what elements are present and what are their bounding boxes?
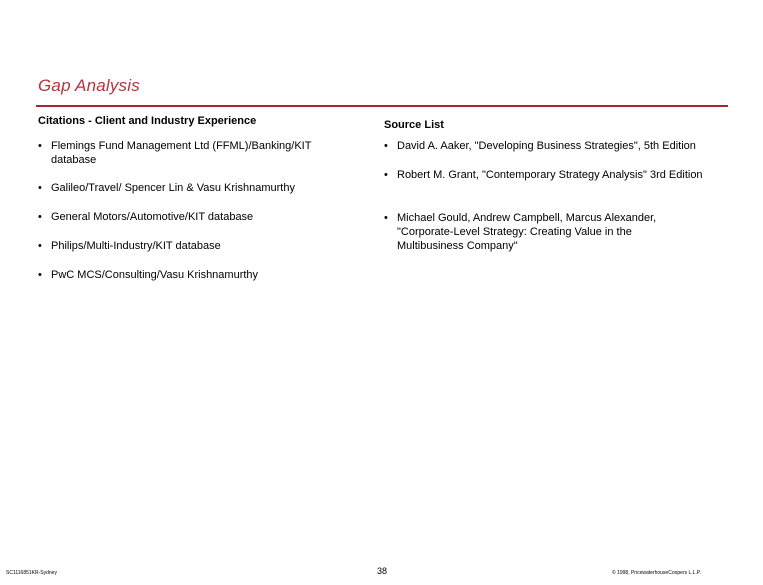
citation-item-text: PwC MCS/Consulting/Vasu Krishnamurthy <box>51 269 259 281</box>
source-item-text: Michael Gould, Andrew Campbell, Marcus Alexander, "Corporate-Level Strategy: Creating Value in the Multibusiness Company" <box>397 212 657 252</box>
source-list-heading: Source List <box>384 119 444 131</box>
source-item-text: David A. Aaker, "Developing Business Strategies", 5th Edition <box>397 140 696 152</box>
bullet-icon: • <box>38 140 42 152</box>
citation-item-ffml <box>38 139 351 167</box>
citation-item-text: General Motors/Automotive/KIT database <box>51 211 254 223</box>
bullet-icon: • <box>38 182 42 194</box>
page-title: Gap Analysis <box>38 76 140 95</box>
footer-document-code: SC1116851KR-Sydney <box>6 570 57 576</box>
citation-item-text: Philips/Multi-Industry/KIT database <box>51 240 221 252</box>
bullet-icon: • <box>384 212 388 224</box>
bullet-icon: • <box>38 240 42 252</box>
footer-page-number: 38 <box>377 566 388 576</box>
footer-copyright: © 1998, PricewaterhouseCoopers L.L.P. <box>612 570 701 576</box>
source-item-gould <box>384 211 697 253</box>
source-item-grant <box>384 168 707 182</box>
citations-heading: Citations - Client and Industry Experience <box>38 115 257 127</box>
citation-item-galileo <box>38 181 351 195</box>
bullet-icon: • <box>38 211 42 223</box>
citation-item-text: Galileo/Travel/ Spencer Lin & Vasu Krishnamurthy <box>51 182 295 194</box>
bullet-icon: • <box>384 169 388 181</box>
bullet-icon: • <box>384 140 388 152</box>
citation-item-general-motors <box>38 210 351 224</box>
source-item-aaker <box>384 139 742 153</box>
title-divider <box>36 105 728 107</box>
bullet-icon: • <box>38 269 42 281</box>
source-item-text: Robert M. Grant, "Contemporary Strategy Analysis" 3rd Edition <box>397 169 703 181</box>
citation-item-philips <box>38 239 351 253</box>
citation-item-text: Flemings Fund Management Ltd (FFML)/Banking/KIT database <box>51 140 312 166</box>
citation-item-pwc-mcs <box>38 268 351 282</box>
